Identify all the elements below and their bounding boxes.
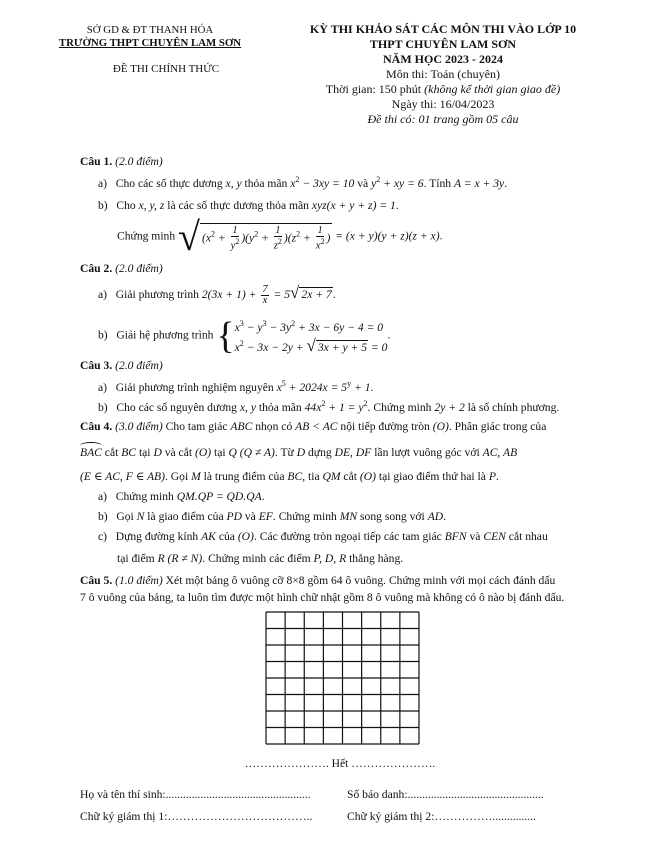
q4-c: c) Dựng đường kính AK của (O). Các đường tròn ngoại tiếp các tam giác BFN và CEN cắt nhau bbox=[98, 530, 548, 543]
q4-a: a) Chứng minh QM.QP = QD.QA. bbox=[98, 490, 265, 503]
q3-b: b) Cho các số nguyên dương x, y thỏa mãn $44x^2 + 1 = y^2$. Chứng minh 2y + 2 là số chính phương. bbox=[98, 399, 560, 414]
department-name: SỞ GD & ĐT THANH HÓA bbox=[86, 24, 214, 36]
school-name: TRƯỜNG THPT CHUYÊN LAM SƠN bbox=[58, 37, 242, 49]
invigilator1-signature: Chữ ký giám thị 1:……………………………….. bbox=[80, 810, 313, 823]
q2-b: b) Giải hệ phương trình {$x^3 - y^3 - 3y^2 + 3x - 6y - 4 = 0$ $x^2 - 3x - 2y$ + √ 3x + y + 5 = 0. bbox=[98, 315, 391, 357]
exam-year: NĂM HỌC 2023 - 2024 bbox=[383, 52, 503, 66]
q4-line2: BAC cắt BC tại D và cắt (O) tại Q (Q ≠ A). Từ D dựng DE, DF lần lượt vuông góc với AC, AB bbox=[80, 446, 518, 459]
q4-line1: Câu 4. (3.0 điểm) Cho tam giác ABC nhọn có AB < AC nội tiếp đường tròn (O). Phân giác trong của bbox=[80, 420, 547, 433]
exam-date: Ngày thi: 16/04/2023 bbox=[391, 97, 495, 111]
q3-heading: Câu 3. (2.0 điểm) bbox=[80, 359, 163, 372]
exam-time: Thời gian: 150 phút (không kể thời gian giao đề) bbox=[325, 82, 561, 96]
q4-line3: (E ∈ AC, F ∈ AB). Gọi M là trung điểm của BC, tia QM cắt (O) tại giao điểm thứ hai là P. bbox=[80, 470, 499, 483]
q1-a: a) Cho các số thực dương x, y thỏa mãn $x^2 - 3xy = 10$ và $y^2$ + xy = 6. Tính A = x + 3y. bbox=[98, 175, 508, 190]
q2-heading: Câu 2. (2.0 điểm) bbox=[80, 262, 163, 275]
exam-school: THPT CHUYÊN LAM SƠN bbox=[369, 37, 517, 51]
candidate-name-field: Họ và tên thí sinh:.................................................. bbox=[80, 788, 311, 801]
q3-a: a) Giải phương trình nghiệm nguyên $x^5 + 2024x = 5^y + 1$. bbox=[98, 379, 374, 394]
q5-line1: Câu 5. (1.0 điểm) Xét một bảng ô vuông cỡ 8×8 gồm 64 ô vuông. Chứng minh với mọi cách đánh dấu bbox=[80, 574, 556, 587]
q4-c-line2: tại điểm R (R ≠ N). Chứng minh các điểm P, D, R thẳng hàng. bbox=[117, 552, 404, 565]
q1-b: b) Cho x, y, z là các số thực dương thỏa mãn xyz(x + y + z) = 1. bbox=[98, 199, 399, 212]
exam-pages: Đề thi có: 01 trang gồm 05 câu bbox=[367, 112, 519, 126]
q5-line2: 7 ô vuông của bảng, ta luôn tìm được một hình chữ nhật gồm 8 ô vuông mà không có ô nào bị đánh dấu. bbox=[80, 591, 565, 604]
invigilator2-signature: Chữ ký giám thị 2:……………............... bbox=[347, 810, 536, 823]
candidate-number-field: Số báo danh:............................................... bbox=[347, 788, 544, 801]
q1-b-prove: Chứng minh √ ($x^2$ + $\frac{1}{y^2}$ )($y^2$ + $\frac{1}{z^2}$ )($z^2$ + $\frac{1}{x^2}$ ) = (x + y)(y + z)(z + x). bbox=[117, 214, 443, 259]
official-label: ĐỀ THI CHÍNH THỨC bbox=[112, 63, 220, 75]
q4-b: b) Gọi N là giao điểm của PD và EF. Chứng minh MN song song với AD. bbox=[98, 510, 447, 523]
exam-title: KỲ THI KHẢO SÁT CÁC MÔN THI VÀO LỚP 10 bbox=[309, 22, 577, 36]
q1-heading: Câu 1. (2.0 điểm) bbox=[80, 155, 163, 168]
end-marker: …………………. Hết …………………. bbox=[244, 757, 436, 770]
exam-subject: Môn thi: Toán (chuyên) bbox=[386, 67, 500, 81]
q2-a: a) Giải phương trình 2(3x + 1) + $\frac{7}{x}$ = 5√ 2x + 7. bbox=[98, 283, 336, 306]
checkerboard-grid-8x8 bbox=[265, 611, 420, 745]
